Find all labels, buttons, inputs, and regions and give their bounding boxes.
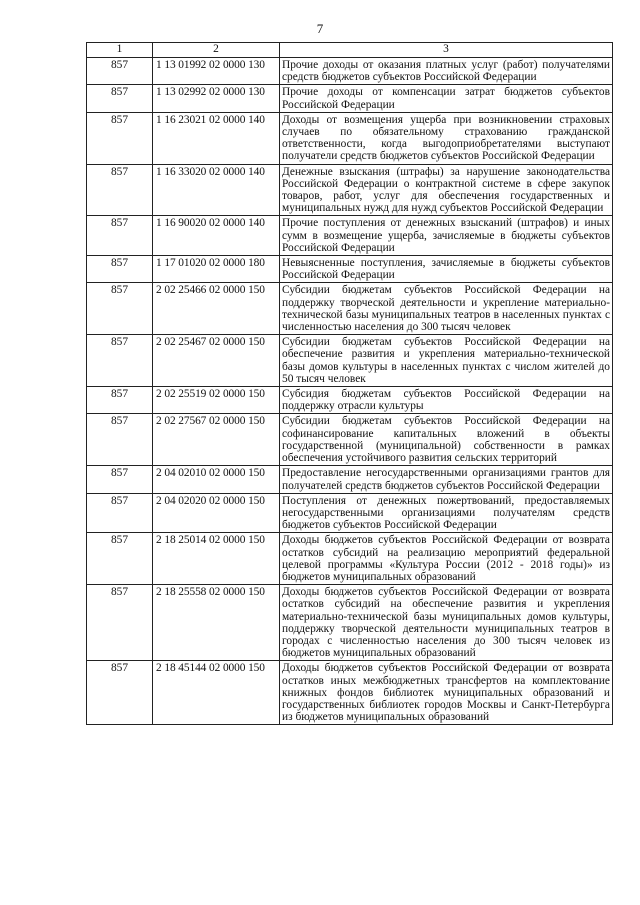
admin-code-cell: 857 — [87, 414, 153, 466]
admin-code-cell: 857 — [87, 256, 153, 283]
table-row — [87, 414, 613, 466]
budget-code-cell: 2 02 25467 02 0000 150 — [153, 335, 280, 387]
budget-code-cell: 1 16 23021 02 0000 140 — [153, 112, 280, 164]
table-row — [87, 661, 613, 725]
table-header-row — [87, 43, 613, 58]
revenue-name-cell: Прочие поступления от денежных взысканий (штрафов) и иных сумм в возмещение ущерба, зачисляемые в бюджеты субъектов Российской Федерации — [280, 216, 613, 256]
budget-code-cell: 2 18 45144 02 0000 150 — [153, 661, 280, 725]
budget-code-cell: 2 02 25519 02 0000 150 — [153, 387, 280, 414]
revenue-name-cell: Субсидии бюджетам субъектов Российской Федерации на софинансирование капитальных вложений в объекты государственной (муниципальной) собственности в рамках обеспечения устойчивого развития сельских территорий — [280, 414, 613, 466]
budget-code-cell: 1 13 01992 02 0000 130 — [153, 58, 280, 85]
admin-code-cell: 857 — [87, 58, 153, 85]
budget-revenue-table — [86, 42, 613, 725]
table-row — [87, 85, 613, 112]
table-row — [87, 164, 613, 216]
admin-code-cell: 857 — [87, 283, 153, 335]
admin-code-cell: 857 — [87, 387, 153, 414]
revenue-name-cell: Предоставление негосударственными организациями грантов для получателей средств бюджетов субъектов Российской Федерации — [280, 466, 613, 493]
admin-code-cell: 857 — [87, 335, 153, 387]
column-header-2: 2 — [153, 43, 280, 58]
admin-code-cell: 857 — [87, 85, 153, 112]
revenue-name-cell: Доходы бюджетов субъектов Российской Федерации от возврата остатков субсидий на реализацию мероприятий федеральной целевой программы «Культура России (2012 - 2018 годы)» из бюджетов муниципальных образований — [280, 533, 613, 585]
table-row — [87, 585, 613, 661]
table-row — [87, 256, 613, 283]
admin-code-cell: 857 — [87, 216, 153, 256]
revenue-name-cell: Доходы бюджетов субъектов Российской Федерации от возврата остатков субсидий на обеспечение развития и укрепления материально-технической базы муниципальных домов культуры, поддержку творческой деятельности муниципальных театров в городах с численностью населения до 300 тысяч человек из бюджетов муниципальных образований — [280, 585, 613, 661]
admin-code-cell: 857 — [87, 112, 153, 164]
budget-code-cell: 2 18 25014 02 0000 150 — [153, 533, 280, 585]
revenue-name-cell: Доходы от возмещения ущерба при возникновении страховых случаев по обязательному страхованию гражданской ответственности, когда выгодоприобретателями выступают получатели средств бюджетов субъектов Российской Федерации — [280, 112, 613, 164]
revenue-name-cell: Субсидии бюджетам субъектов Российской Федерации на поддержку творческой деятельности и укрепление материально-технической базы муниципальных театров в населенных пунктах с численностью населения до 300 тысяч человек — [280, 283, 613, 335]
admin-code-cell: 857 — [87, 585, 153, 661]
admin-code-cell: 857 — [87, 493, 153, 533]
admin-code-cell: 857 — [87, 533, 153, 585]
page-number: 7 — [316, 21, 324, 36]
table-row — [87, 216, 613, 256]
revenue-name-cell: Денежные взыскания (штрафы) за нарушение законодательства Российской Федерации о контрактной системе в сфере закупок товаров, работ, услуг для обеспечения государственных и муниципальных нужд для нужд субъектов Российской Федерации — [280, 164, 613, 216]
budget-code-cell: 2 04 02020 02 0000 150 — [153, 493, 280, 533]
revenue-name-cell: Прочие доходы от оказания платных услуг (работ) получателями средств бюджетов субъектов Российской Федерации — [280, 58, 613, 85]
admin-code-cell: 857 — [87, 164, 153, 216]
budget-code-cell: 2 02 27567 02 0000 150 — [153, 414, 280, 466]
revenue-name-cell: Поступления от денежных пожертвований, предоставляемых негосударственными организациями получателям средств бюджетов субъектов Российской Федерации — [280, 493, 613, 533]
revenue-name-cell: Невыясненные поступления, зачисляемые в бюджеты субъектов Российской Федерации — [280, 256, 613, 283]
revenue-name-cell: Субсидия бюджетам субъектов Российской Федерации на поддержку отрасли культуры — [280, 387, 613, 414]
budget-code-cell: 2 02 25466 02 0000 150 — [153, 283, 280, 335]
budget-code-cell: 1 13 02992 02 0000 130 — [153, 85, 280, 112]
table-row — [87, 58, 613, 85]
table-row — [87, 283, 613, 335]
budget-code-cell: 2 04 02010 02 0000 150 — [153, 466, 280, 493]
column-header-3: 3 — [280, 43, 613, 58]
table-row — [87, 387, 613, 414]
revenue-name-cell: Прочие доходы от компенсации затрат бюджетов субъектов Российской Федерации — [280, 85, 613, 112]
budget-code-cell: 1 17 01020 02 0000 180 — [153, 256, 280, 283]
column-header-1: 1 — [87, 43, 153, 58]
table-body — [87, 58, 613, 725]
budget-code-cell: 1 16 33020 02 0000 140 — [153, 164, 280, 216]
admin-code-cell: 857 — [87, 661, 153, 725]
revenue-name-cell: Доходы бюджетов субъектов Российской Федерации от возврата остатков иных межбюджетных трансфертов на комплектование книжных фондов библиотек муниципальных образований и государственных библиотек городов Москвы и Санкт-Петербурга из бюджетов муниципальных образований — [280, 661, 613, 725]
admin-code-cell: 857 — [87, 466, 153, 493]
budget-code-cell: 2 18 25558 02 0000 150 — [153, 585, 280, 661]
revenue-name-cell: Субсидии бюджетам субъектов Российской Федерации на обеспечение развития и укрепления материально-технической базы домов культуры в населенных пунктах с числом жителей до 50 тысяч человек — [280, 335, 613, 387]
table-row — [87, 493, 613, 533]
table-row — [87, 112, 613, 164]
table-row — [87, 466, 613, 493]
table-row — [87, 533, 613, 585]
budget-code-cell: 1 16 90020 02 0000 140 — [153, 216, 280, 256]
table-row — [87, 335, 613, 387]
